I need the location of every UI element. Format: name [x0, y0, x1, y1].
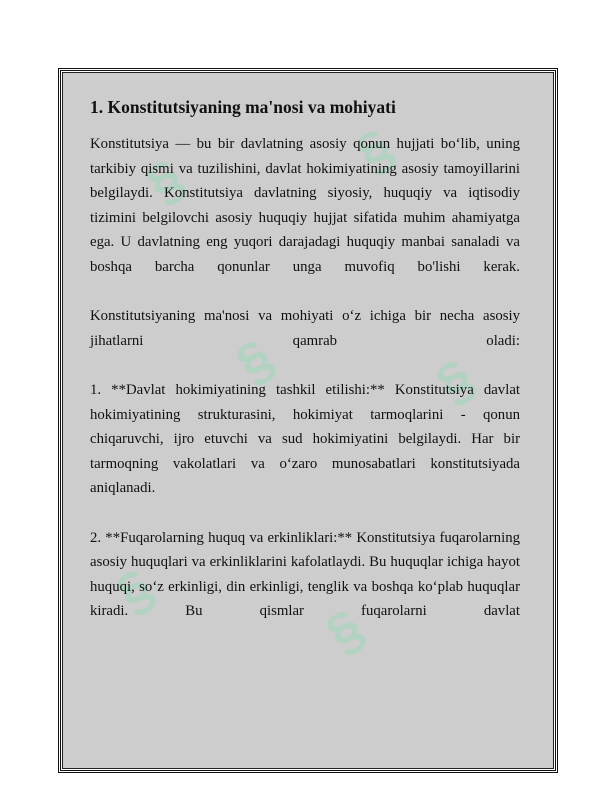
paragraph-gap: [90, 501, 520, 526]
watermark-logo: §: [225, 327, 287, 395]
paragraph-intro: Konstitutsiya — bu bir davlatning asosiy qonun hujjati bo‘lib, uning tarkibiy qismi va tuzilishini, davlat hokimiyatining asosiy tamoyillarini belgilaydi. Konstitutsiya davlatning siyosiy, huquqiy va iqtisodiy tizimini belgilovchi asosiy huquqiy hujjat sifatida muhim ahamiyatga ega. U davlatning eng yuqori darajadagi huquqiy manbai sanaladi va boshqa barcha qonunlar unga muvofiq bo'lishi kerak.: [90, 136, 520, 275]
paragraph-point-1: 1. **Davlat hokimiyatining tashkil etilishi:** Konstitutsiya davlat hokimiyatining strukturasini, hokimiyat tarmoqlarini - qonun chiqaruvchi, ijro etuvchi va sud hokimiyatini belgilaydi. Har bir tarmoqning vakolatlari va o‘zaro munosabatlari konstitutsiyada aniqlanadi.: [90, 381, 520, 497]
paragraph-gap: [90, 353, 520, 378]
watermark-logo: §: [315, 597, 377, 665]
watermark-logo: §: [345, 117, 407, 185]
paragraph-gap: [90, 280, 520, 305]
paragraph-aspects: Konstitutsiyaning ma'nosi va mohiyati o‘z ichiga bir necha asosiy jihatlarni qamrab oladi:: [90, 308, 520, 349]
document-body: [90, 96, 520, 624]
watermark-logo: §: [135, 147, 197, 215]
paragraph-point-2: 2. **Fuqarolarning huquq va erkinliklari:** Konstitutsiya fuqarolarning asosiy huquqlari va erkinliklarini kafolatlaydi. Bu huquqlar ichiga hayot huquqi, so‘z erkinligi, din erkinligi, tenglik va boshqa ko‘plab huquqlar kiradi. Bu qismlar fuqarolarni davlat: [90, 529, 520, 620]
section-heading: 1. Konstitutsiyaning ma'nosi va mohiyati: [90, 97, 396, 117]
watermark-logo: §: [105, 557, 167, 625]
watermark-logo: §: [425, 347, 487, 415]
